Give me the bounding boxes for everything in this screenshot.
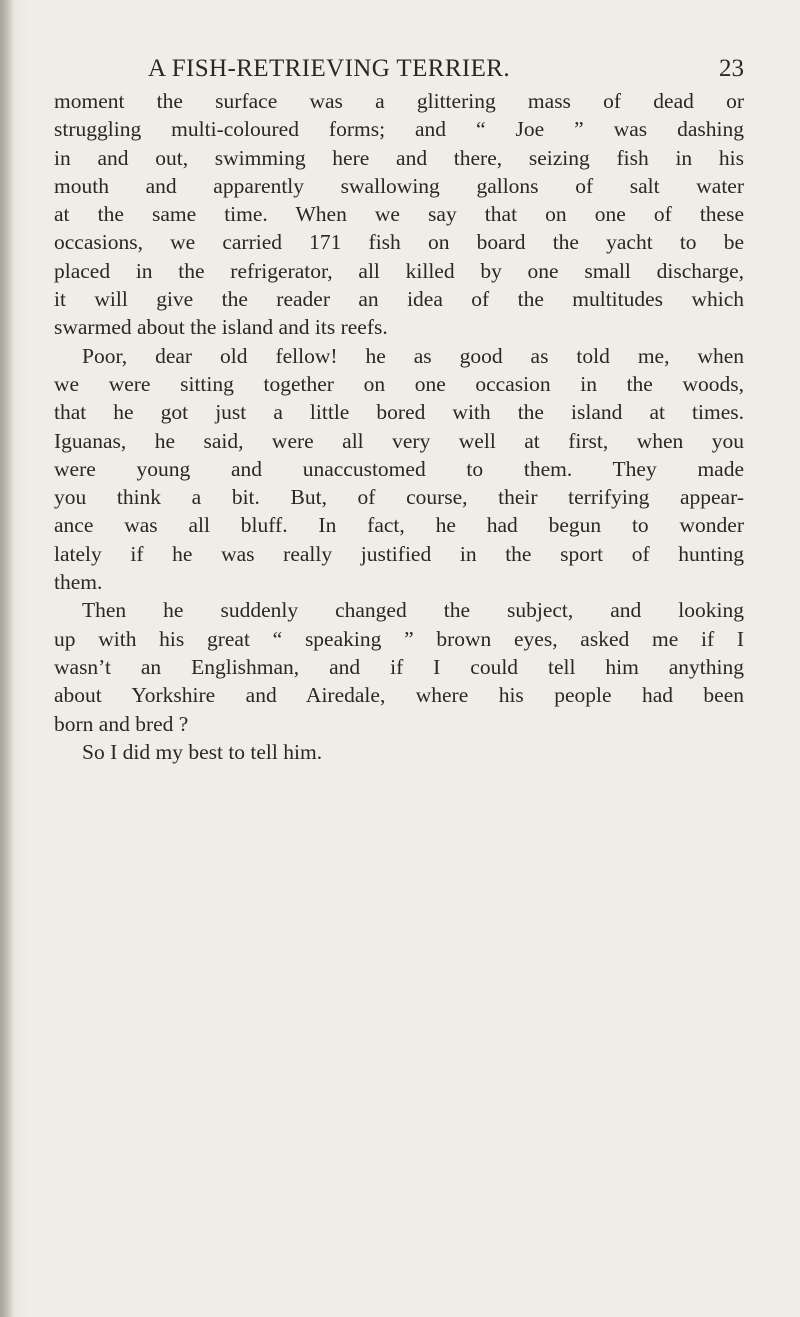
page-number: 23 [719,55,744,82]
text-line: them. [54,570,103,595]
body-text [54,87,744,766]
spine-shadow [0,0,14,1317]
text-line: it will give the reader an idea of the multitudes which [54,287,744,312]
text-line: were young and unaccustomed to them. They made [54,456,744,481]
text-line: born and bred ? [54,711,189,736]
text-line: ance was all bluff. In fact, he had begun to wonder [54,513,744,538]
text-line: Iguanas, he said, were all very well at first, when you [54,428,744,453]
paragraph-start-line: Poor, dear old fellow! he as good as told me, when [82,343,744,368]
text-line: placed in the refrigerator, all killed by one small discharge, [54,258,744,283]
text-line: occasions, we carried 171 fish on board the yacht to be [54,230,744,255]
text-line: mouth and apparently swallowing gallons of salt water [54,173,744,198]
paragraph-start-line: Then he suddenly changed the subject, and looking [82,598,744,623]
text-line: at the same time. When we say that on one of these [54,202,744,227]
text-line: lately if he was really justified in the sport of hunting [54,541,744,566]
text-line: that he got just a little bored with the island at times. [54,400,744,425]
text-line: struggling multi-coloured forms; and “ Joe ” was dashing [54,117,744,142]
text-line: wasn’t an Englishman, and if I could tell him anything [54,654,744,679]
paragraph-start-line: So I did my best to tell him. [82,739,323,764]
text-line: up with his great “ speaking ” brown eyes, asked me if I [54,626,744,651]
text-line: about Yorkshire and Airedale, where his people had been [54,683,744,708]
text-line: in and out, swimming here and there, seizing fish in his [54,145,744,170]
text-line: we were sitting together on one occasion in the woods, [54,371,744,396]
running-head: A FISH-RETRIEVING TERRIER. [148,55,511,82]
text-line: swarmed about the island and its reefs. [54,315,388,340]
text-line: you think a bit. But, of course, their terrifying appear- [54,485,744,510]
text-line: moment the surface was a glittering mass of dead or [54,89,744,113]
